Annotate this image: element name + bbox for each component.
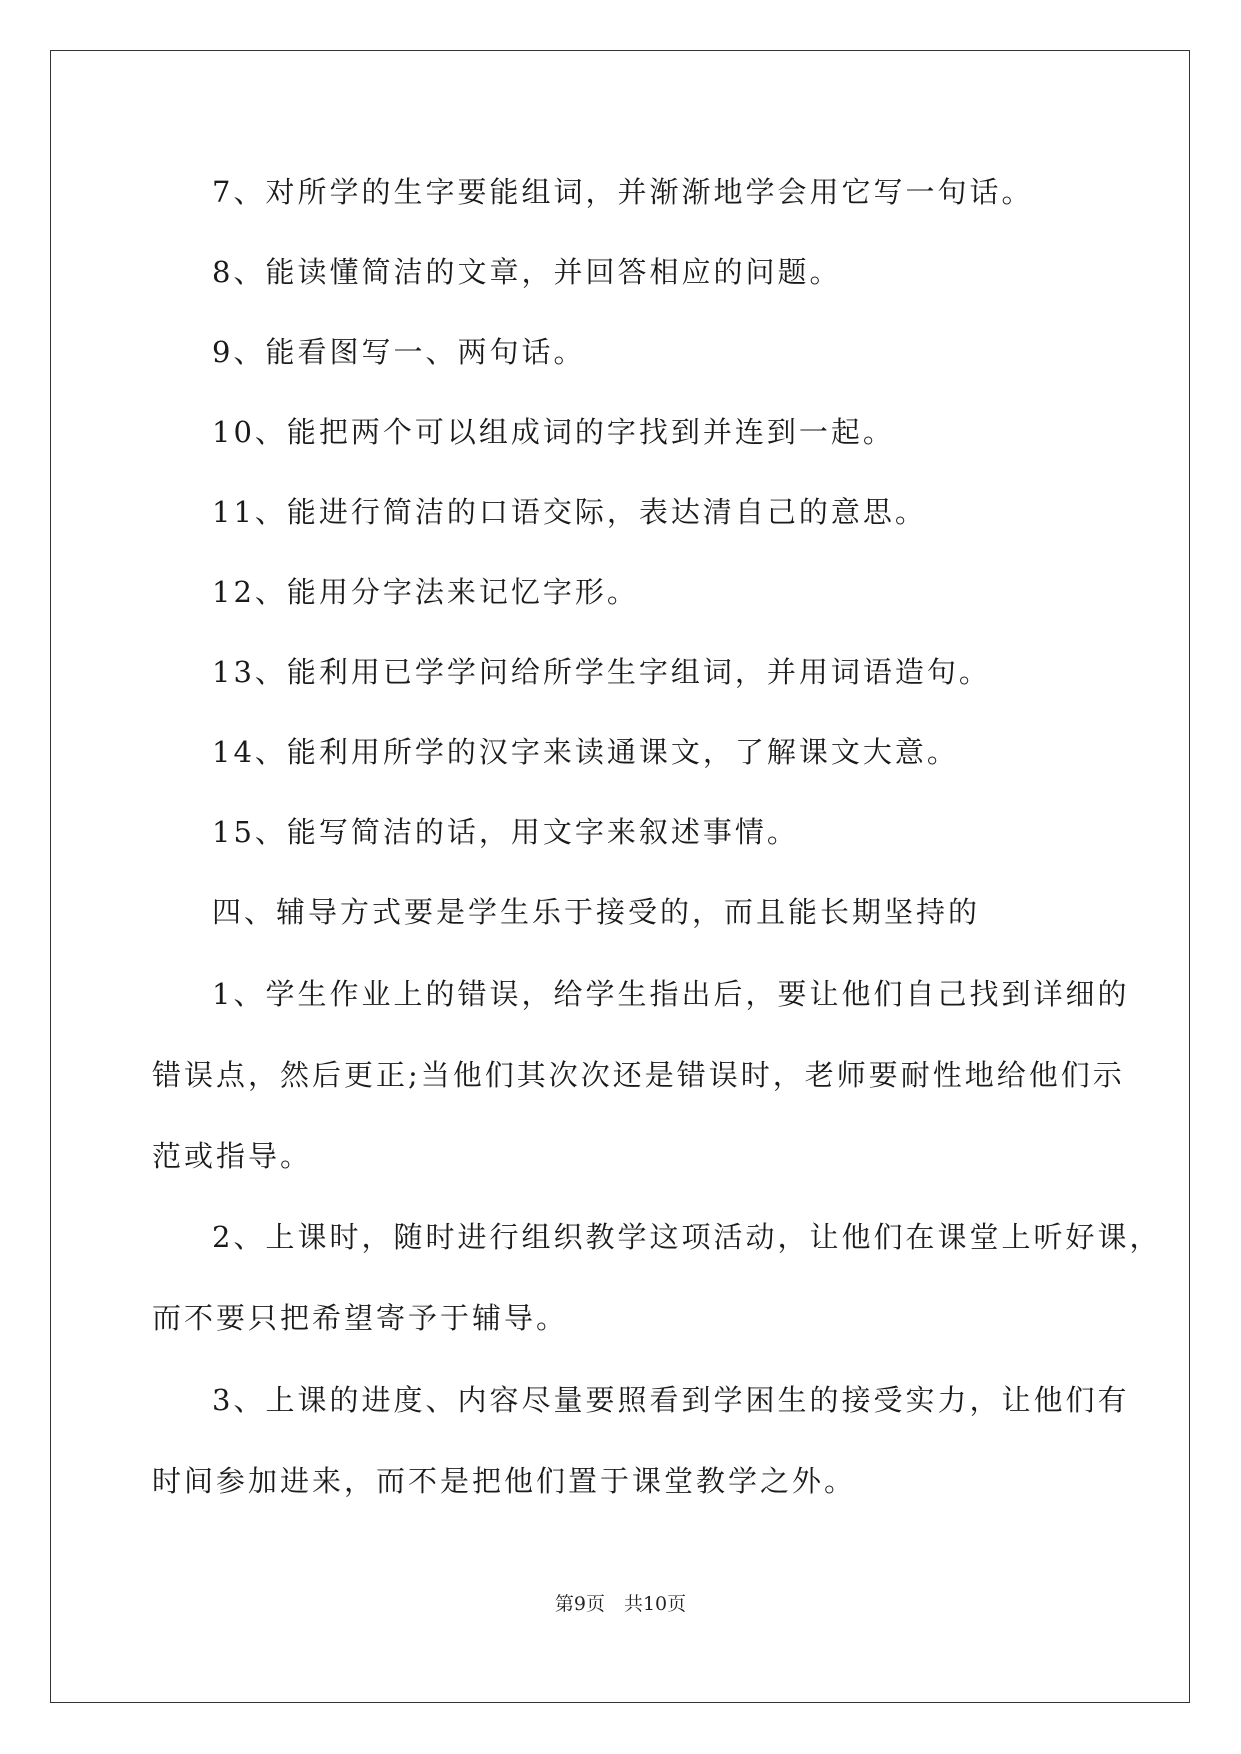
list-item: 15、能写简洁的话，用文字来叙述事情。: [212, 815, 799, 849]
paragraph-line: 1、学生作业上的错误，给学生指出后，要让他们自己找到详细的: [212, 977, 1130, 1011]
paragraph-line: 时间参加进来，而不是把他们置于课堂教学之外。: [152, 1464, 857, 1498]
list-item: 12、能用分字法来记忆字形。: [212, 575, 639, 609]
page-number: 第9页 共10页: [554, 1593, 687, 1615]
list-item: 9、能看图写一、两句话。: [212, 335, 586, 369]
list-item: 10、能把两个可以组成词的字找到并连到一起。: [212, 415, 895, 449]
list-item: 11、能进行简洁的口语交际，表达清自己的意思。: [212, 495, 927, 529]
list-item: 8、能读懂简洁的文章，并回答相应的问题。: [212, 255, 842, 289]
list-item: 14、能利用所学的汉字来读通课文，了解课文大意。: [212, 735, 959, 769]
section-heading: 四、辅导方式要是学生乐于接受的，而且能长期坚持的: [212, 895, 981, 929]
paragraph-line: 而不要只把希望寄予于辅导。: [152, 1301, 569, 1335]
paragraph-line: 3、上课的进度、内容尽量要照看到学困生的接受实力，让他们有: [212, 1383, 1130, 1417]
page-border: [50, 50, 1190, 1703]
paragraph-line: 2、上课时，随时进行组织教学这项活动，让他们在课堂上听好课，: [212, 1220, 1162, 1254]
list-item: 13、能利用已学学问给所学生字组词，并用词语造句。: [212, 655, 991, 689]
list-item: 7、对所学的生字要能组词，并渐渐地学会用它写一句话。: [212, 175, 1034, 209]
paragraph-line: 范或指导。: [152, 1139, 313, 1173]
paragraph-line: 错误点，然后更正;当他们其次次还是错误时，老师要耐性地给他们示: [152, 1058, 1125, 1092]
